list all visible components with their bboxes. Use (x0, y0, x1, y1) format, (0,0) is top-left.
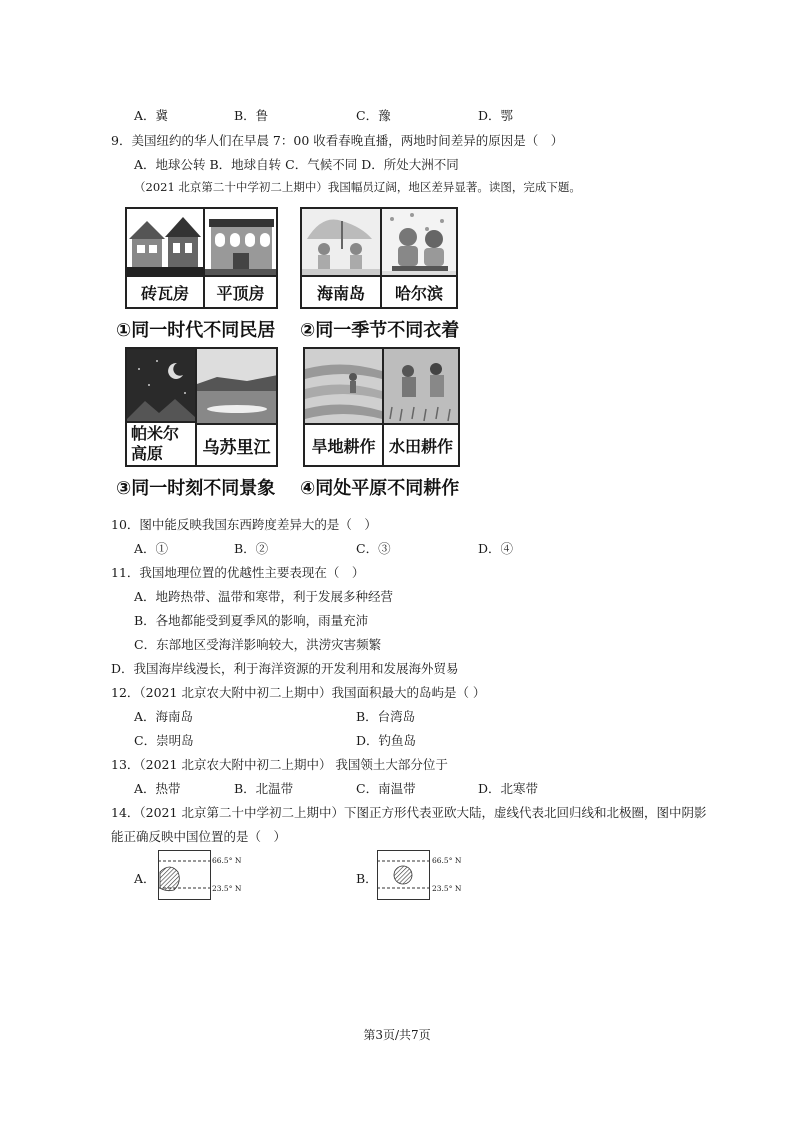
q13-option-c: C．南温带 (356, 781, 416, 796)
q8-option-c: C．豫 (356, 108, 391, 123)
label-harbin: 哈尔滨 (382, 275, 456, 307)
q11-option-c: C．东部地区受海洋影响较大，洪涝灾害频繁 (134, 637, 382, 652)
q12-option-d: D．钓鱼岛 (356, 733, 417, 748)
q14-stem-line1: 14．（2021 北京第二十中学初二上期中）下图正方形代表亚欧大陆，虚线代表北回归线和北极圈，图中阴影 (111, 805, 707, 820)
q10-option-c: C．③ (356, 541, 391, 556)
label-dryland-farming: 旱地耕作 (305, 423, 382, 465)
q10-option-a: A．① (134, 541, 169, 556)
q8-option-b: B．鲁 (234, 108, 269, 123)
pamir-plateau-image (127, 349, 195, 465)
figure-panel-farming (303, 347, 460, 467)
q14-b-lat-top: 66.5° N (432, 856, 462, 865)
page-number: 第3页/共7页 (363, 1028, 431, 1042)
q12-option-a: A．海南岛 (134, 709, 194, 724)
q14-b-lat-bottom: 23.5° N (432, 884, 462, 893)
figure-caption-1: ①同一时代不同民居 (116, 320, 276, 341)
ussuri-river-image (197, 349, 276, 465)
label-paddy-farming: 水田耕作 (384, 423, 458, 465)
q13-option-b: B．北温带 (234, 781, 294, 796)
label-flat-roof-house: 平顶房 (205, 275, 276, 307)
label-pamir-plateau: 帕米尔高原 (131, 424, 180, 463)
q8-option-d: D．鄂 (478, 108, 514, 123)
q13-option-d: D．北寒带 (478, 781, 539, 796)
q11-option-b: B．各地都能受到夏季风的影响，雨量充沛 (134, 613, 369, 628)
figure-panel-houses (125, 207, 278, 309)
intro-text: （2021 北京第二十中学初二上期中）我国幅员辽阔，地区差异显著。读图，完成下题。 (134, 180, 581, 194)
q12-option-c: C．崇明岛 (134, 733, 194, 748)
figure-panel-scenery (125, 347, 278, 467)
figure-caption-2: ②同一季节不同衣着 (300, 320, 460, 341)
q11-option-d: D．我国海岸线漫长，利于海洋资源的开发利用和发展海外贸易 (111, 661, 459, 676)
q12-option-b: B．台湾岛 (356, 709, 416, 724)
figure-panel-clothing (300, 207, 458, 309)
label-brick-house: 砖瓦房 (127, 275, 203, 307)
q10-option-b: B．② (234, 541, 269, 556)
q9-stem: 9．美国纽约的华人们在早晨 7：00 收看春晚直播，两地时间差异的原因是（ ） (111, 133, 564, 148)
q8-option-a: A．冀 (134, 108, 169, 123)
q14-option-b-label: B． (356, 871, 378, 886)
q13-option-a: A．热带 (134, 781, 181, 796)
q9-options: A．地球公转 B．地球自转 C．气候不同 D．所处大洲不同 (134, 157, 459, 172)
q13-stem: 13．（2021 北京农大附中初二上期中） 我国领土大部分位于 (111, 757, 448, 772)
q14-a-lat-top: 66.5° N (212, 856, 242, 865)
figure-caption-3: ③同一时刻不同景象 (116, 478, 276, 499)
q11-option-a: A．地跨热带、温带和寒带，利于发展多种经营 (134, 589, 394, 604)
figure-caption-4: ④同处平原不同耕作 (300, 478, 460, 499)
label-ussuri-river: 乌苏里江 (197, 423, 276, 465)
q14-stem-line2: 能正确反映中国位置的是（ ） (111, 829, 287, 844)
label-hainan-island: 海南岛 (302, 275, 380, 307)
q10-option-d: D．④ (478, 541, 514, 556)
q12-stem: 12．（2021 北京农大附中初二上期中）我国面积最大的岛屿是（ ） (111, 685, 486, 700)
q14-option-a-label: A． (134, 871, 156, 886)
q10-stem: 10．图中能反映我国东西跨度差异大的是（ ） (111, 517, 377, 532)
q11-stem: 11．我国地理位置的优越性主要表现在（ ） (111, 565, 365, 580)
q14-a-lat-bottom: 23.5° N (212, 884, 242, 893)
